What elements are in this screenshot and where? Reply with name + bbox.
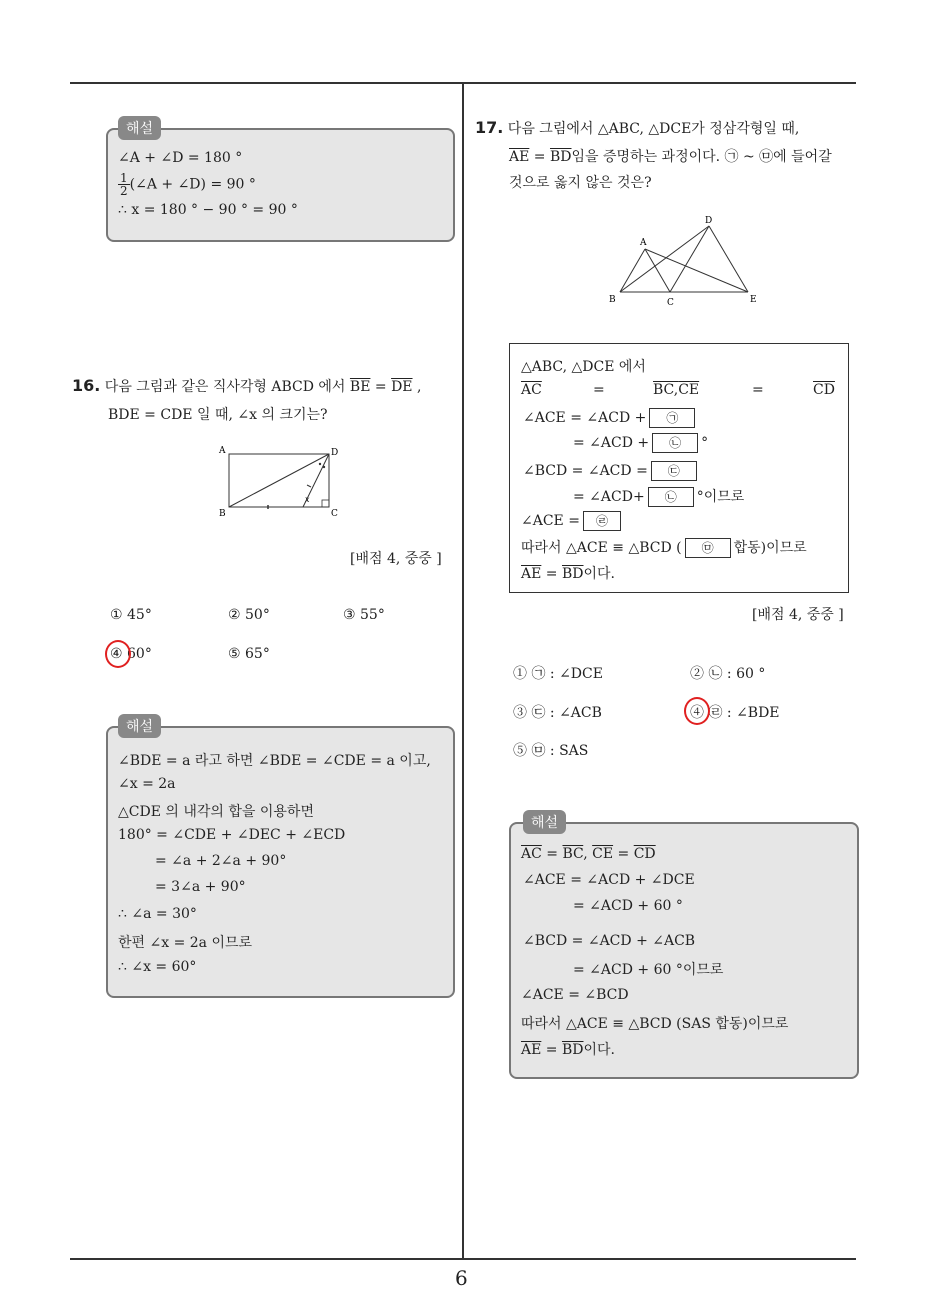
solution-line: = 3∠a + 90°	[155, 879, 246, 895]
solution-line: 180° = ∠CDE + ∠DEC + ∠ECD	[118, 827, 346, 843]
blank-4: ㉡	[648, 487, 694, 507]
label-E: E	[750, 295, 757, 305]
proof-line: ∠ACE = ㉣	[521, 511, 624, 531]
question-17-line-3: 것으로 옳지 않은 것은?	[509, 175, 652, 191]
proof-line: $\overline{AE} = \overline{BD}$이다.	[521, 566, 615, 582]
solution-line: ∠BCD = ∠ACD + ∠ACB	[523, 933, 696, 949]
fraction: $\frac{1}{2}$	[120, 171, 128, 198]
blank-5: ㉣	[583, 511, 621, 531]
solution-line: △CDE 의 내각의 합을 이용하면	[118, 804, 314, 820]
label-A: A	[640, 238, 647, 248]
label-B: B	[219, 509, 226, 519]
blank-1: ㉠	[649, 408, 695, 428]
choice-2[interactable]: ② ㉡ : 60 °	[690, 666, 766, 682]
blank-6: ㉤	[685, 538, 731, 558]
label-B: B	[609, 295, 616, 305]
label-C: C	[331, 509, 338, 519]
solution-line: = ∠a + 2∠a + 90°	[155, 853, 287, 869]
triangles-figure	[600, 212, 770, 312]
solution-line: ∠BDE = a 라고 하면 ∠BDE = ∠CDE = a 이고,	[118, 753, 431, 769]
solution-line: = ∠ACD + 60 °이므로	[573, 962, 724, 978]
blank-2: ㉡	[652, 433, 698, 453]
choice-4[interactable]: ④ 60°	[110, 646, 152, 662]
choice-4[interactable]: ④ ㉣ : ∠BDE	[690, 705, 780, 721]
solution-line: ∠ACE = ∠BCD	[521, 987, 629, 1003]
question-16-line-2: BDE = CDE 일 때, ∠x 의 크기는?	[108, 407, 328, 423]
proof-line: = ∠ACD+ ㉡ °이므로	[573, 489, 745, 505]
solution-line: ∠A + ∠D = 180 °	[118, 150, 243, 166]
question-number: 16.	[72, 376, 101, 395]
blank-3: ㉢	[651, 461, 697, 481]
choice-3[interactable]: ③ ㉢ : ∠ACB	[513, 705, 602, 721]
choice-3[interactable]: ③ 55°	[343, 607, 385, 623]
solution-line: $\overline{AC} = \overline{BC}$, $\overline{CE} = \overline{CD}$	[521, 846, 656, 862]
solution-line: ∴ ∠a = 30°	[118, 906, 197, 922]
label-A: A	[219, 446, 226, 456]
score-label: [배점 4, 중중 ]	[752, 607, 844, 623]
solution-line: ∴ ∠x = 60°	[118, 959, 197, 975]
choice-1[interactable]: ① ㉠ : ∠DCE	[513, 666, 603, 682]
solution-line: $\overline{AE} = \overline{BD}$이다.	[521, 1042, 615, 1058]
choice-2[interactable]: ② 50°	[228, 607, 270, 623]
question-16-line-1: 16. 다음 그림과 같은 직사각형 ABCD 에서 $\overline{BE} = \overline{DE}$ ,	[72, 376, 422, 395]
proof-line: ∠BCD = ∠ACD = ㉢	[523, 461, 700, 481]
solution-line: = ∠ACD + 60 °	[573, 898, 683, 914]
question-17-line-2: $\overline{AE} = \overline{BD}$임을 증명하는 과정이다. ㉠ ~ ㉤에 들어갈	[509, 149, 832, 165]
solution-line-fraction: $\frac{1}{2}$ (∠A + ∠D) = 90 °	[120, 171, 256, 198]
question-number: 17.	[475, 118, 504, 137]
label-D: D	[331, 448, 339, 458]
rectangle-figure	[215, 442, 345, 522]
score-label: [배점 4, 중중 ]	[350, 551, 442, 567]
solution-line: ∠x = 2a	[118, 776, 176, 792]
label-C: C	[667, 298, 674, 308]
solution-line: 따라서 △ACE ≡ △BCD (SAS 합동)이므로	[521, 1016, 789, 1032]
answer-circle-mark	[684, 697, 710, 725]
answer-circle-mark	[105, 640, 131, 668]
label-D: D	[705, 216, 713, 226]
bottom-rule	[70, 1258, 856, 1260]
question-17-line-1: 17. 다음 그림에서 △ABC, △DCE가 정삼각형일 때,	[475, 118, 800, 137]
solution-line: 한편 ∠x = 2a 이므로	[118, 935, 253, 951]
solution-line: ∴ x = 180 ° − 90 ° = 90 °	[118, 202, 298, 218]
page-number: 6	[455, 1266, 468, 1290]
choice-5[interactable]: ⑤ 65°	[228, 646, 270, 662]
proof-line: ∠ACE = ∠ACD + ㉠	[523, 408, 698, 428]
solution-tag: 해설	[118, 116, 161, 140]
proof-line: △ABC, △DCE 에서	[521, 359, 646, 375]
label-x: x	[305, 495, 310, 504]
proof-line: 따라서 △ACE ≡ △BCD ( ㉤ 합동)이므로	[521, 540, 807, 556]
proof-line: = ∠ACD + ㉡ °	[573, 435, 709, 451]
choice-1[interactable]: ① 45°	[110, 607, 152, 623]
choice-5[interactable]: ⑤ ㉤ : SAS	[513, 743, 589, 759]
column-divider	[462, 84, 464, 1258]
solution-tag: 해설	[118, 714, 161, 738]
solution-line: ∠ACE = ∠ACD + ∠DCE	[523, 872, 695, 888]
solution-tag: 해설	[523, 810, 566, 834]
proof-line: $\overline{AC}$ = $BC,\overline{CE}$ = $\overline{CD}$	[521, 382, 835, 398]
